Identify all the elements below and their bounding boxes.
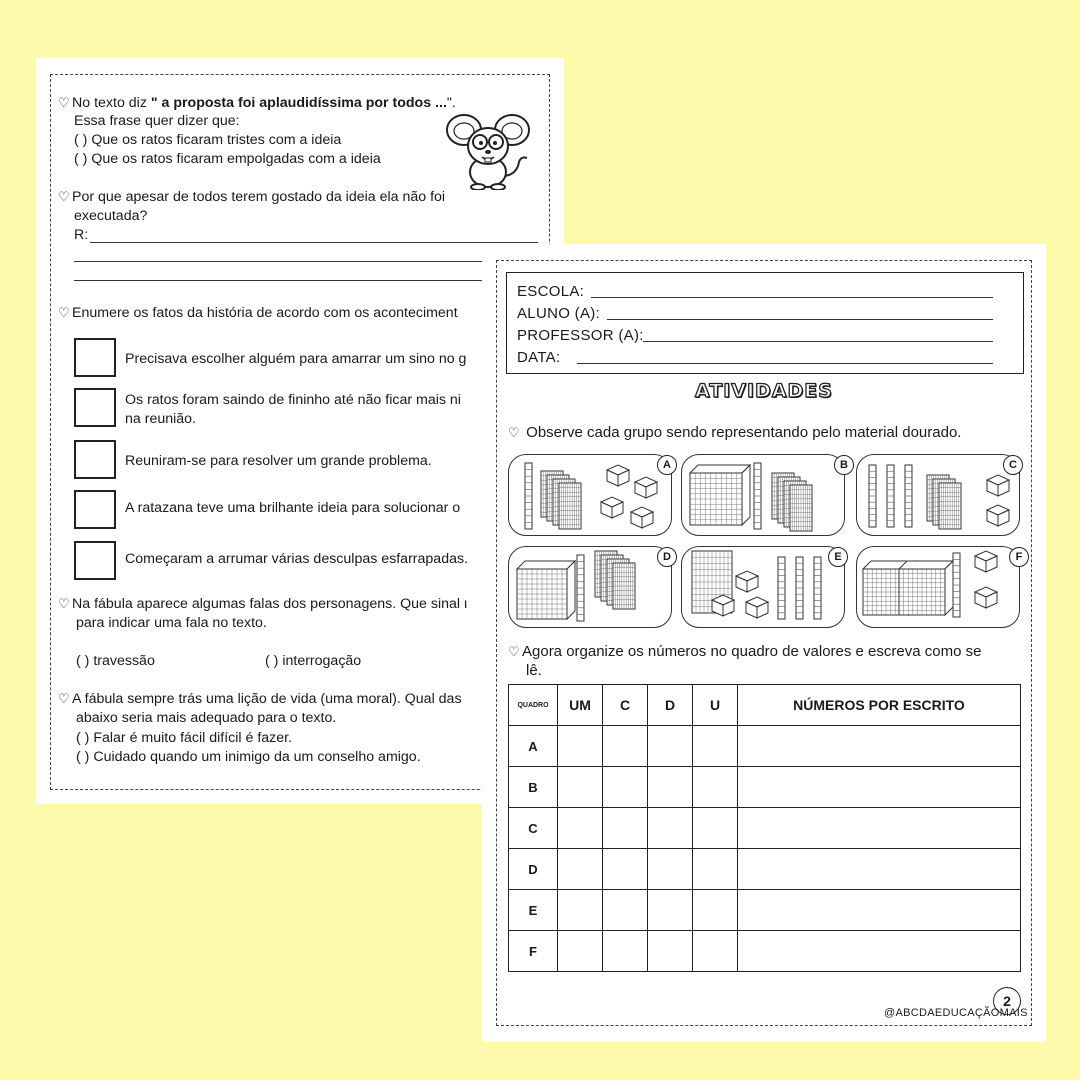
cell-written[interactable] bbox=[738, 767, 1021, 808]
instruction-2-line-2: lê. bbox=[526, 662, 542, 679]
order-box-5[interactable] bbox=[74, 541, 116, 580]
question-5-option-1: ( ) Falar é muito fácil difícil é fazer. bbox=[76, 730, 293, 746]
event-5: Começaram a arrumar várias desculpas esfarrapadas. bbox=[125, 551, 469, 567]
group-f bbox=[856, 546, 1023, 628]
group-label: C bbox=[1003, 455, 1023, 475]
order-box-4[interactable] bbox=[74, 490, 116, 529]
answer-label: R: bbox=[74, 227, 89, 243]
cell-c[interactable] bbox=[603, 726, 648, 767]
cell-written[interactable] bbox=[738, 890, 1021, 931]
question-5-line-2: abaixo seria mais adequado para o texto. bbox=[76, 710, 337, 726]
cell-c[interactable] bbox=[603, 890, 648, 931]
heart-icon: ♡ bbox=[58, 189, 70, 204]
teacher-line[interactable] bbox=[643, 341, 993, 342]
cell-um[interactable] bbox=[558, 890, 603, 931]
cell-um[interactable] bbox=[558, 767, 603, 808]
table-row bbox=[509, 726, 1021, 767]
heart-icon: ♡ bbox=[508, 644, 520, 659]
table-row bbox=[509, 849, 1021, 890]
page-title: ATIVIDADES bbox=[695, 380, 833, 402]
worksheet-page-2 bbox=[482, 244, 1046, 1042]
row-label: E bbox=[509, 890, 558, 931]
instruction-2: ♡ Agora organize os números no quadro de valores e escreva como se bbox=[508, 643, 982, 660]
date-line[interactable] bbox=[577, 363, 993, 364]
heart-icon: ♡ bbox=[58, 305, 70, 320]
base-ten-blocks bbox=[682, 455, 846, 537]
row-label: D bbox=[509, 849, 558, 890]
answer-line bbox=[74, 280, 538, 281]
question-2: ♡ Por que apesar de todos terem gostado da ideia ela não foi bbox=[58, 189, 446, 205]
cell-u[interactable] bbox=[693, 849, 738, 890]
cell-written[interactable] bbox=[738, 931, 1021, 972]
cell-d[interactable] bbox=[648, 726, 693, 767]
header-c: C bbox=[603, 685, 648, 726]
teacher-label: PROFESSOR (A): bbox=[517, 327, 644, 344]
mouse-illustration bbox=[442, 110, 534, 190]
answer-line bbox=[90, 242, 538, 243]
cell-written[interactable] bbox=[738, 726, 1021, 767]
event-1: Precisava escolher alguém para amarrar um sino no g bbox=[125, 351, 467, 367]
table-row bbox=[509, 890, 1021, 931]
header-quadro: QUADRO bbox=[509, 685, 558, 726]
cell-u[interactable] bbox=[693, 890, 738, 931]
question-5: ♡ A fábula sempre trás uma lição de vida (uma moral). Qual das bbox=[58, 691, 462, 707]
cell-u[interactable] bbox=[693, 931, 738, 972]
date-label: DATA: bbox=[517, 349, 561, 366]
cell-d[interactable] bbox=[648, 890, 693, 931]
cell-um[interactable] bbox=[558, 726, 603, 767]
event-4: A ratazana teve uma brilhante ideia para solucionar o bbox=[125, 500, 461, 516]
question-4-option-1: ( ) travessão bbox=[76, 653, 155, 669]
page-number: 2 bbox=[993, 987, 1021, 1015]
base-ten-blocks bbox=[509, 547, 673, 629]
header-d: D bbox=[648, 685, 693, 726]
group-label: D bbox=[657, 547, 677, 567]
row-label: C bbox=[509, 808, 558, 849]
answer-line bbox=[74, 261, 538, 262]
school-line[interactable] bbox=[591, 297, 993, 298]
group-d bbox=[508, 546, 672, 628]
event-3: Reuniram-se para resolver um grande problema. bbox=[125, 453, 432, 469]
question-4: ♡ Na fábula aparece algumas falas dos personagens. Que sinal ι bbox=[58, 596, 468, 612]
question-5-option-2: ( ) Cuidado quando um inimigo da um conselho amigo. bbox=[76, 749, 421, 765]
row-label: A bbox=[509, 726, 558, 767]
group-b bbox=[681, 454, 848, 536]
group-label: A bbox=[657, 455, 677, 475]
question-4-line-2: para indicar uma fala no texto. bbox=[76, 615, 267, 631]
instruction-1: ♡ Observe cada grupo sendo representando pelo material dourado. bbox=[508, 424, 962, 441]
order-box-3[interactable] bbox=[74, 440, 116, 479]
student-info-box bbox=[506, 272, 1024, 374]
table-row bbox=[509, 767, 1021, 808]
table-header-row bbox=[509, 685, 1021, 726]
cell-c[interactable] bbox=[603, 808, 648, 849]
question-4-option-2: ( ) interrogação bbox=[265, 653, 362, 669]
cell-d[interactable] bbox=[648, 931, 693, 972]
student-label: ALUNO (A): bbox=[517, 305, 601, 322]
group-label: E bbox=[828, 547, 848, 567]
group-label: B bbox=[834, 455, 854, 475]
cell-c[interactable] bbox=[603, 931, 648, 972]
question-1-line-2: Essa frase quer dizer que: bbox=[74, 113, 240, 129]
group-a bbox=[508, 454, 672, 536]
question-3: ♡ Enumere os fatos da história de acordo com os aconteciment bbox=[58, 305, 458, 321]
table-row bbox=[509, 931, 1021, 972]
header-u: U bbox=[693, 685, 738, 726]
group-e bbox=[681, 546, 845, 628]
place-value-table bbox=[508, 684, 1021, 972]
cell-u[interactable] bbox=[693, 767, 738, 808]
header-um: UM bbox=[558, 685, 603, 726]
cell-d[interactable] bbox=[648, 767, 693, 808]
header-numeros-por-escrito: NÚMEROS POR ESCRITO bbox=[738, 685, 1021, 726]
base-ten-blocks bbox=[682, 547, 846, 629]
cell-c[interactable] bbox=[603, 849, 648, 890]
base-ten-blocks bbox=[857, 455, 1021, 537]
question-1-option-2: ( ) Que os ratos ficaram empolgadas com a ideia bbox=[74, 151, 381, 167]
heart-icon: ♡ bbox=[58, 691, 70, 706]
author-handle: @ABCDAEDUCAÇÃOMAIS bbox=[884, 1007, 1028, 1019]
cell-written[interactable] bbox=[738, 849, 1021, 890]
table-row bbox=[509, 808, 1021, 849]
event-2-cont: na reunião. bbox=[125, 411, 196, 427]
base-ten-blocks bbox=[509, 455, 673, 537]
heart-icon: ♡ bbox=[58, 95, 70, 110]
group-c bbox=[856, 454, 1020, 536]
cell-um[interactable] bbox=[558, 849, 603, 890]
base-ten-blocks bbox=[857, 547, 1021, 629]
order-box-1[interactable] bbox=[74, 338, 116, 377]
row-label: B bbox=[509, 767, 558, 808]
student-line[interactable] bbox=[607, 319, 993, 320]
cell-d[interactable] bbox=[648, 808, 693, 849]
school-label: ESCOLA: bbox=[517, 283, 585, 300]
question-2-line-2: executada? bbox=[74, 208, 148, 224]
cell-um[interactable] bbox=[558, 931, 603, 972]
group-label: F bbox=[1009, 547, 1029, 567]
cell-d[interactable] bbox=[648, 849, 693, 890]
row-label: F bbox=[509, 931, 558, 972]
question-1-option-1: ( ) Que os ratos ficaram tristes com a ideia bbox=[74, 132, 342, 148]
event-2: Os ratos foram saindo de fininho até não ficar mais ni bbox=[125, 392, 461, 408]
cell-u[interactable] bbox=[693, 726, 738, 767]
order-box-2[interactable] bbox=[74, 388, 116, 427]
heart-icon: ♡ bbox=[508, 425, 520, 440]
heart-icon: ♡ bbox=[58, 596, 70, 611]
cell-c[interactable] bbox=[603, 767, 648, 808]
cell-um[interactable] bbox=[558, 808, 603, 849]
cell-u[interactable] bbox=[693, 808, 738, 849]
cell-written[interactable] bbox=[738, 808, 1021, 849]
question-1: ♡ No texto diz " a proposta foi aplaudidíssima por todos ...". bbox=[58, 95, 456, 111]
